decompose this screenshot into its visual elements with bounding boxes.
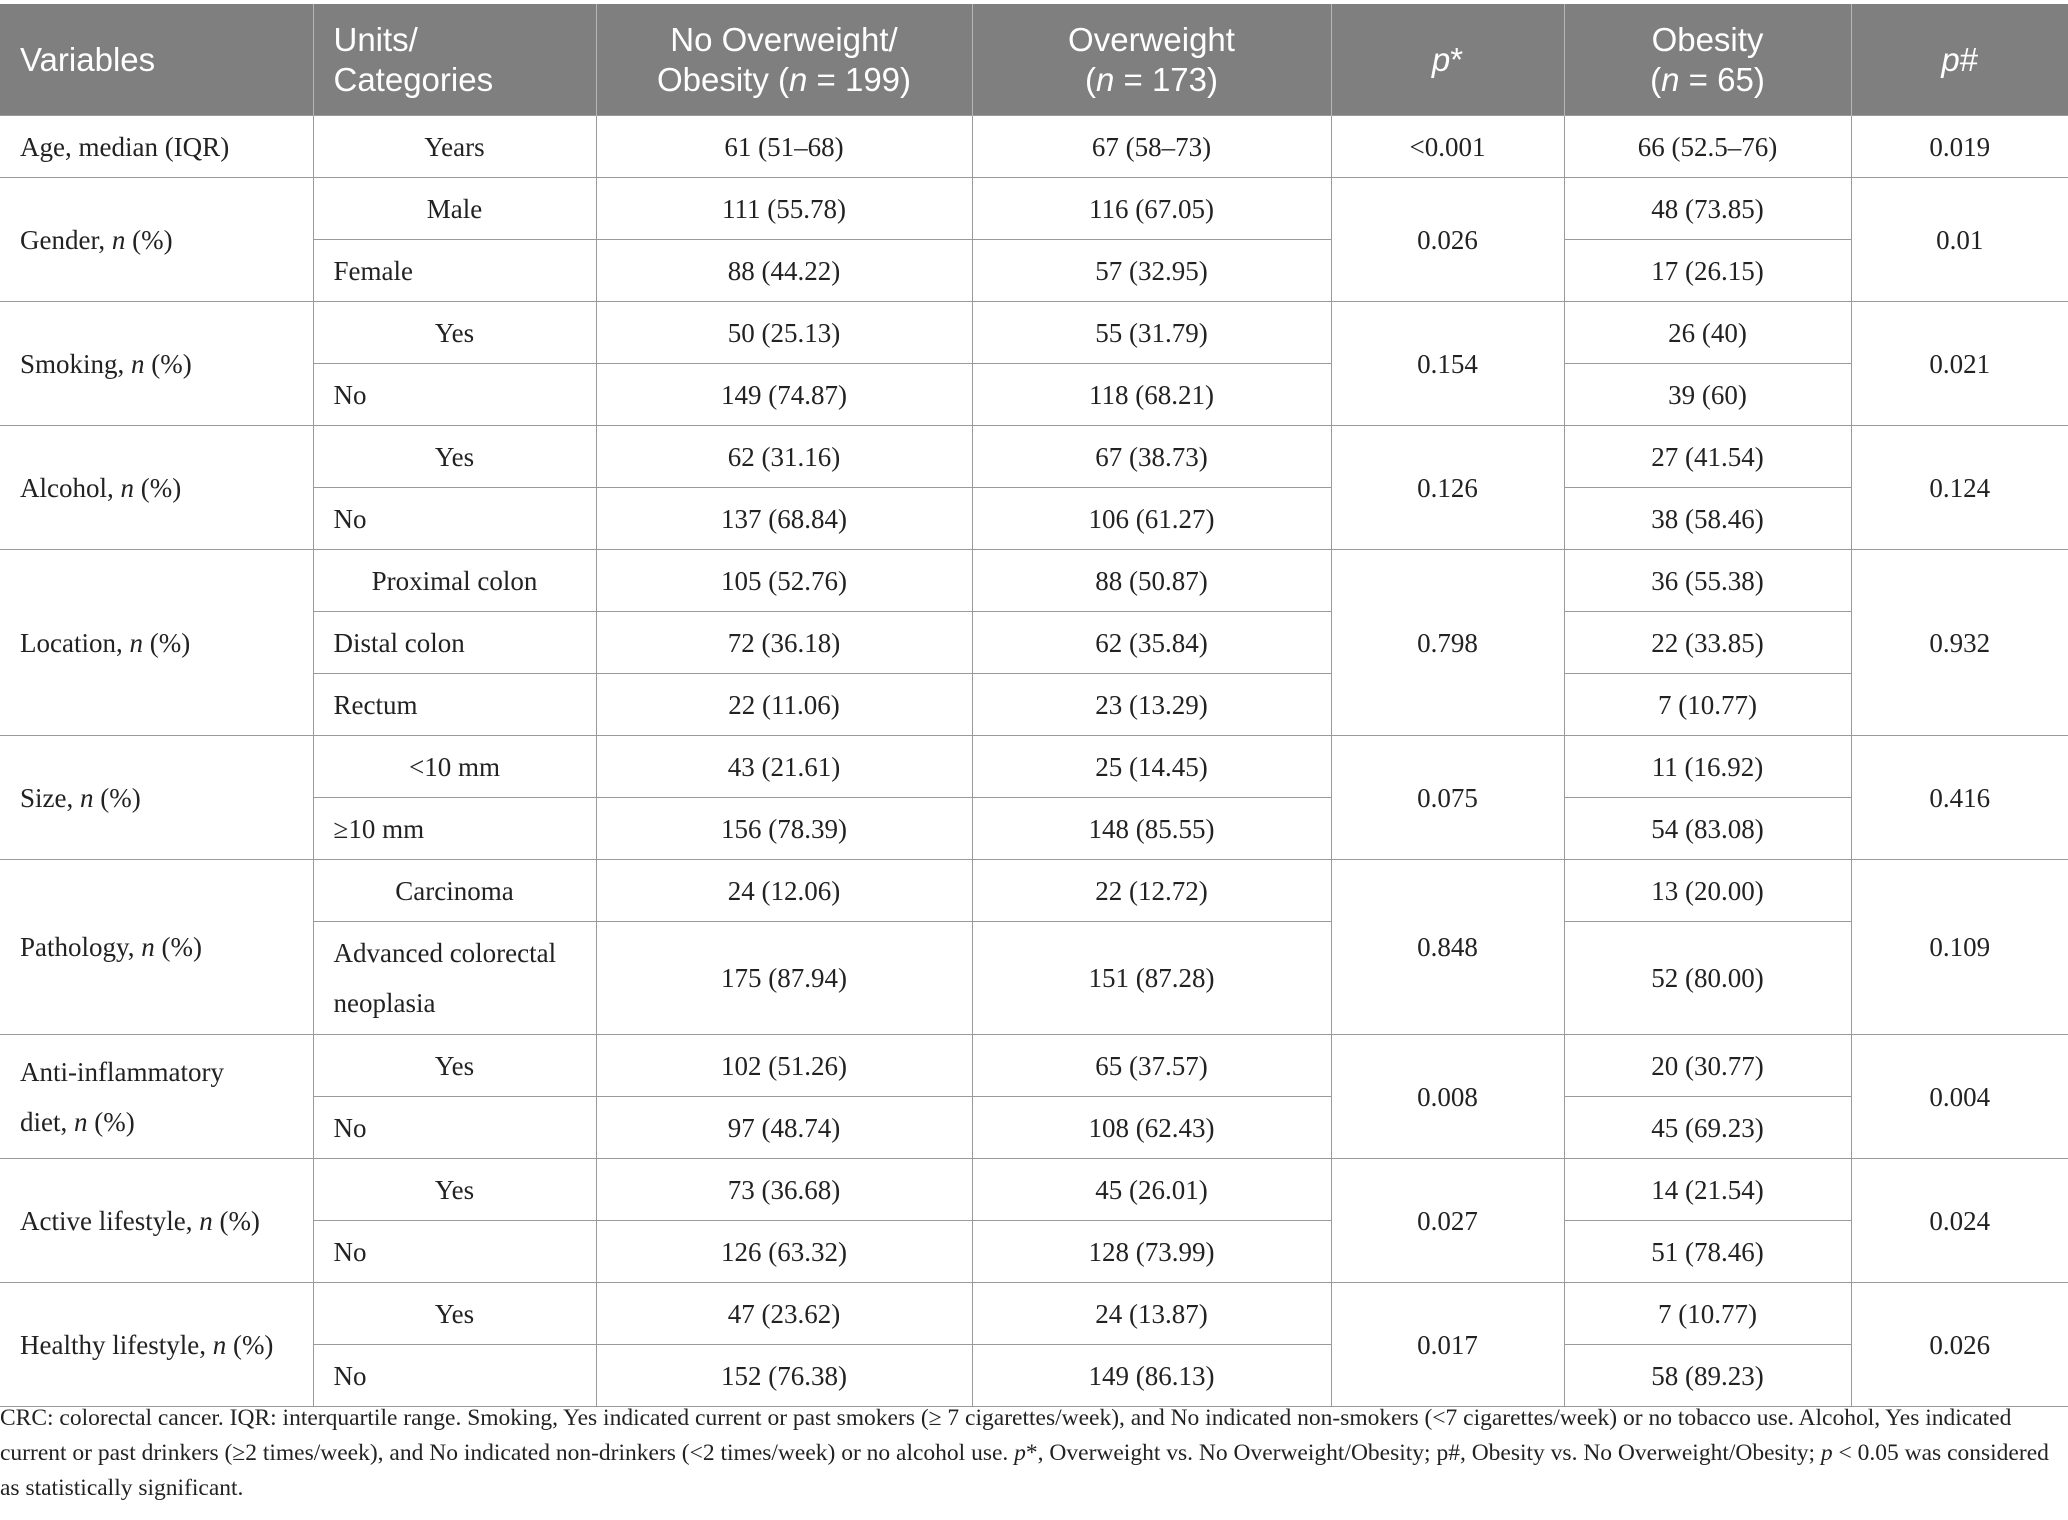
overweight-cell: 67 (58–73) bbox=[972, 116, 1331, 178]
category-cell: No bbox=[313, 364, 596, 426]
no-overweight-cell: 47 (23.62) bbox=[596, 1283, 972, 1345]
no-overweight-cell: 61 (51–68) bbox=[596, 116, 972, 178]
overweight-cell: 67 (38.73) bbox=[972, 426, 1331, 488]
no-overweight-cell: 97 (48.74) bbox=[596, 1097, 972, 1159]
table-row bbox=[0, 550, 2068, 612]
header-no-overweight: No Overweight/ Obesity (n = 199) bbox=[596, 4, 972, 116]
overweight-cell: 118 (68.21) bbox=[972, 364, 1331, 426]
table-row bbox=[0, 1283, 2068, 1345]
variable-label: Alcohol, n (%) bbox=[0, 426, 313, 550]
no-overweight-cell: 72 (36.18) bbox=[596, 612, 972, 674]
table-row bbox=[0, 426, 2068, 488]
no-overweight-cell: 111 (55.78) bbox=[596, 178, 972, 240]
obesity-cell: 38 (58.46) bbox=[1564, 488, 1851, 550]
overweight-cell: 45 (26.01) bbox=[972, 1159, 1331, 1221]
category-cell: Carcinoma bbox=[313, 860, 596, 922]
obesity-cell: 45 (69.23) bbox=[1564, 1097, 1851, 1159]
category-cell: Advanced colorectal neoplasia bbox=[313, 922, 596, 1035]
obesity-cell: 7 (10.77) bbox=[1564, 674, 1851, 736]
overweight-cell: 108 (62.43) bbox=[972, 1097, 1331, 1159]
overweight-cell: 116 (67.05) bbox=[972, 178, 1331, 240]
variable-label: Location, n (%) bbox=[0, 550, 313, 736]
no-overweight-cell: 137 (68.84) bbox=[596, 488, 972, 550]
category-cell: Male bbox=[313, 178, 596, 240]
obesity-cell: 7 (10.77) bbox=[1564, 1283, 1851, 1345]
table-row bbox=[0, 1035, 2068, 1097]
p-star-cell: 0.017 bbox=[1331, 1283, 1564, 1407]
category-cell: Yes bbox=[313, 302, 596, 364]
table-row bbox=[0, 736, 2068, 798]
obesity-cell: 48 (73.85) bbox=[1564, 178, 1851, 240]
overweight-cell: 106 (61.27) bbox=[972, 488, 1331, 550]
header-variables: Variables bbox=[0, 4, 313, 116]
characteristics-table bbox=[0, 4, 2068, 1407]
overweight-cell: 149 (86.13) bbox=[972, 1345, 1331, 1407]
p-star-cell: 0.798 bbox=[1331, 550, 1564, 736]
table-row bbox=[0, 860, 2068, 922]
variable-label: Age, median (IQR) bbox=[0, 116, 313, 178]
variable-label: Anti-inflammatory diet, n (%) bbox=[0, 1035, 313, 1159]
overweight-cell: 88 (50.87) bbox=[972, 550, 1331, 612]
overweight-cell: 62 (35.84) bbox=[972, 612, 1331, 674]
p-hash-cell: 0.109 bbox=[1851, 860, 2068, 1035]
variable-label: Size, n (%) bbox=[0, 736, 313, 860]
overweight-cell: 22 (12.72) bbox=[972, 860, 1331, 922]
no-overweight-cell: 156 (78.39) bbox=[596, 798, 972, 860]
table-row bbox=[0, 116, 2068, 178]
obesity-cell: 22 (33.85) bbox=[1564, 612, 1851, 674]
no-overweight-cell: 88 (44.22) bbox=[596, 240, 972, 302]
table-footnote: CRC: colorectal cancer. IQR: interquartile range. Smoking, Yes indicated current or past smokers (≥ 7 cigarettes/week), and No indicated non-smokers (<7 cigarettes/week) or no tobacco use. Alcohol, Yes indicated current or past drinkers (≥2 times/week), and No indicated non-drinkers (<2 times/week) or no alcohol use. p*, Overweight vs. No Overweight/Obesity; p#, Obesity vs. No Overweight/Obesity; p < 0.05 was considered as statistically significant. bbox=[0, 1405, 2049, 1501]
obesity-cell: 51 (78.46) bbox=[1564, 1221, 1851, 1283]
category-cell: Yes bbox=[313, 1035, 596, 1097]
p-hash-cell: 0.026 bbox=[1851, 1283, 2068, 1407]
p-hash-cell: 0.124 bbox=[1851, 426, 2068, 550]
overweight-cell: 57 (32.95) bbox=[972, 240, 1331, 302]
category-cell: No bbox=[313, 1097, 596, 1159]
table-row bbox=[0, 302, 2068, 364]
obesity-cell: 58 (89.23) bbox=[1564, 1345, 1851, 1407]
overweight-cell: 55 (31.79) bbox=[972, 302, 1331, 364]
p-hash-cell: 0.021 bbox=[1851, 302, 2068, 426]
obesity-cell: 17 (26.15) bbox=[1564, 240, 1851, 302]
variable-label: Active lifestyle, n (%) bbox=[0, 1159, 313, 1283]
p-hash-cell: 0.932 bbox=[1851, 550, 2068, 736]
category-cell: Distal colon bbox=[313, 612, 596, 674]
p-star-cell: 0.008 bbox=[1331, 1035, 1564, 1159]
p-star-cell: 0.126 bbox=[1331, 426, 1564, 550]
obesity-cell: 20 (30.77) bbox=[1564, 1035, 1851, 1097]
p-star-cell: 0.027 bbox=[1331, 1159, 1564, 1283]
variable-label: Healthy lifestyle, n (%) bbox=[0, 1283, 313, 1407]
p-star-cell: 0.075 bbox=[1331, 736, 1564, 860]
overweight-cell: 151 (87.28) bbox=[972, 922, 1331, 1035]
p-hash-cell: 0.01 bbox=[1851, 178, 2068, 302]
variable-label: Gender, n (%) bbox=[0, 178, 313, 302]
p-hash-cell: 0.024 bbox=[1851, 1159, 2068, 1283]
category-cell: Rectum bbox=[313, 674, 596, 736]
header-row bbox=[0, 4, 2068, 116]
overweight-cell: 25 (14.45) bbox=[972, 736, 1331, 798]
overweight-cell: 65 (37.57) bbox=[972, 1035, 1331, 1097]
variable-label: Pathology, n (%) bbox=[0, 860, 313, 1035]
category-cell: Years bbox=[313, 116, 596, 178]
overweight-cell: 23 (13.29) bbox=[972, 674, 1331, 736]
obesity-cell: 11 (16.92) bbox=[1564, 736, 1851, 798]
no-overweight-cell: 62 (31.16) bbox=[596, 426, 972, 488]
p-hash-cell: 0.019 bbox=[1851, 116, 2068, 178]
no-overweight-cell: 43 (21.61) bbox=[596, 736, 972, 798]
category-cell: Proximal colon bbox=[313, 550, 596, 612]
category-cell: Yes bbox=[313, 1159, 596, 1221]
category-cell: No bbox=[313, 1345, 596, 1407]
obesity-cell: 54 (83.08) bbox=[1564, 798, 1851, 860]
category-cell: Female bbox=[313, 240, 596, 302]
header-obesity: Obesity (n = 65) bbox=[1564, 4, 1851, 116]
p-star-cell: 0.154 bbox=[1331, 302, 1564, 426]
overweight-cell: 148 (85.55) bbox=[972, 798, 1331, 860]
obesity-cell: 13 (20.00) bbox=[1564, 860, 1851, 922]
header-p-star: p* bbox=[1331, 4, 1564, 116]
no-overweight-cell: 175 (87.94) bbox=[596, 922, 972, 1035]
header-overweight: Overweight (n = 173) bbox=[972, 4, 1331, 116]
obesity-cell: 66 (52.5–76) bbox=[1564, 116, 1851, 178]
variable-label: Smoking, n (%) bbox=[0, 302, 313, 426]
p-star-cell: 0.026 bbox=[1331, 178, 1564, 302]
obesity-cell: 14 (21.54) bbox=[1564, 1159, 1851, 1221]
no-overweight-cell: 126 (63.32) bbox=[596, 1221, 972, 1283]
table-row bbox=[0, 178, 2068, 240]
category-cell: <10 mm bbox=[313, 736, 596, 798]
header-p-hash: p# bbox=[1851, 4, 2068, 116]
no-overweight-cell: 22 (11.06) bbox=[596, 674, 972, 736]
category-cell: Yes bbox=[313, 1283, 596, 1345]
category-cell: No bbox=[313, 1221, 596, 1283]
table-row bbox=[0, 1159, 2068, 1221]
p-star-cell: 0.848 bbox=[1331, 860, 1564, 1035]
no-overweight-cell: 50 (25.13) bbox=[596, 302, 972, 364]
p-star-cell: <0.001 bbox=[1331, 116, 1564, 178]
no-overweight-cell: 102 (51.26) bbox=[596, 1035, 972, 1097]
category-cell: Yes bbox=[313, 426, 596, 488]
no-overweight-cell: 105 (52.76) bbox=[596, 550, 972, 612]
obesity-cell: 39 (60) bbox=[1564, 364, 1851, 426]
category-cell: No bbox=[313, 488, 596, 550]
obesity-cell: 27 (41.54) bbox=[1564, 426, 1851, 488]
no-overweight-cell: 73 (36.68) bbox=[596, 1159, 972, 1221]
overweight-cell: 128 (73.99) bbox=[972, 1221, 1331, 1283]
obesity-cell: 52 (80.00) bbox=[1564, 922, 1851, 1035]
category-cell: ≥10 mm bbox=[313, 798, 596, 860]
p-hash-cell: 0.416 bbox=[1851, 736, 2068, 860]
obesity-cell: 26 (40) bbox=[1564, 302, 1851, 364]
no-overweight-cell: 152 (76.38) bbox=[596, 1345, 972, 1407]
no-overweight-cell: 149 (74.87) bbox=[596, 364, 972, 426]
obesity-cell: 36 (55.38) bbox=[1564, 550, 1851, 612]
header-units: Units/ Categories bbox=[313, 4, 596, 116]
no-overweight-cell: 24 (12.06) bbox=[596, 860, 972, 922]
overweight-cell: 24 (13.87) bbox=[972, 1283, 1331, 1345]
p-hash-cell: 0.004 bbox=[1851, 1035, 2068, 1159]
